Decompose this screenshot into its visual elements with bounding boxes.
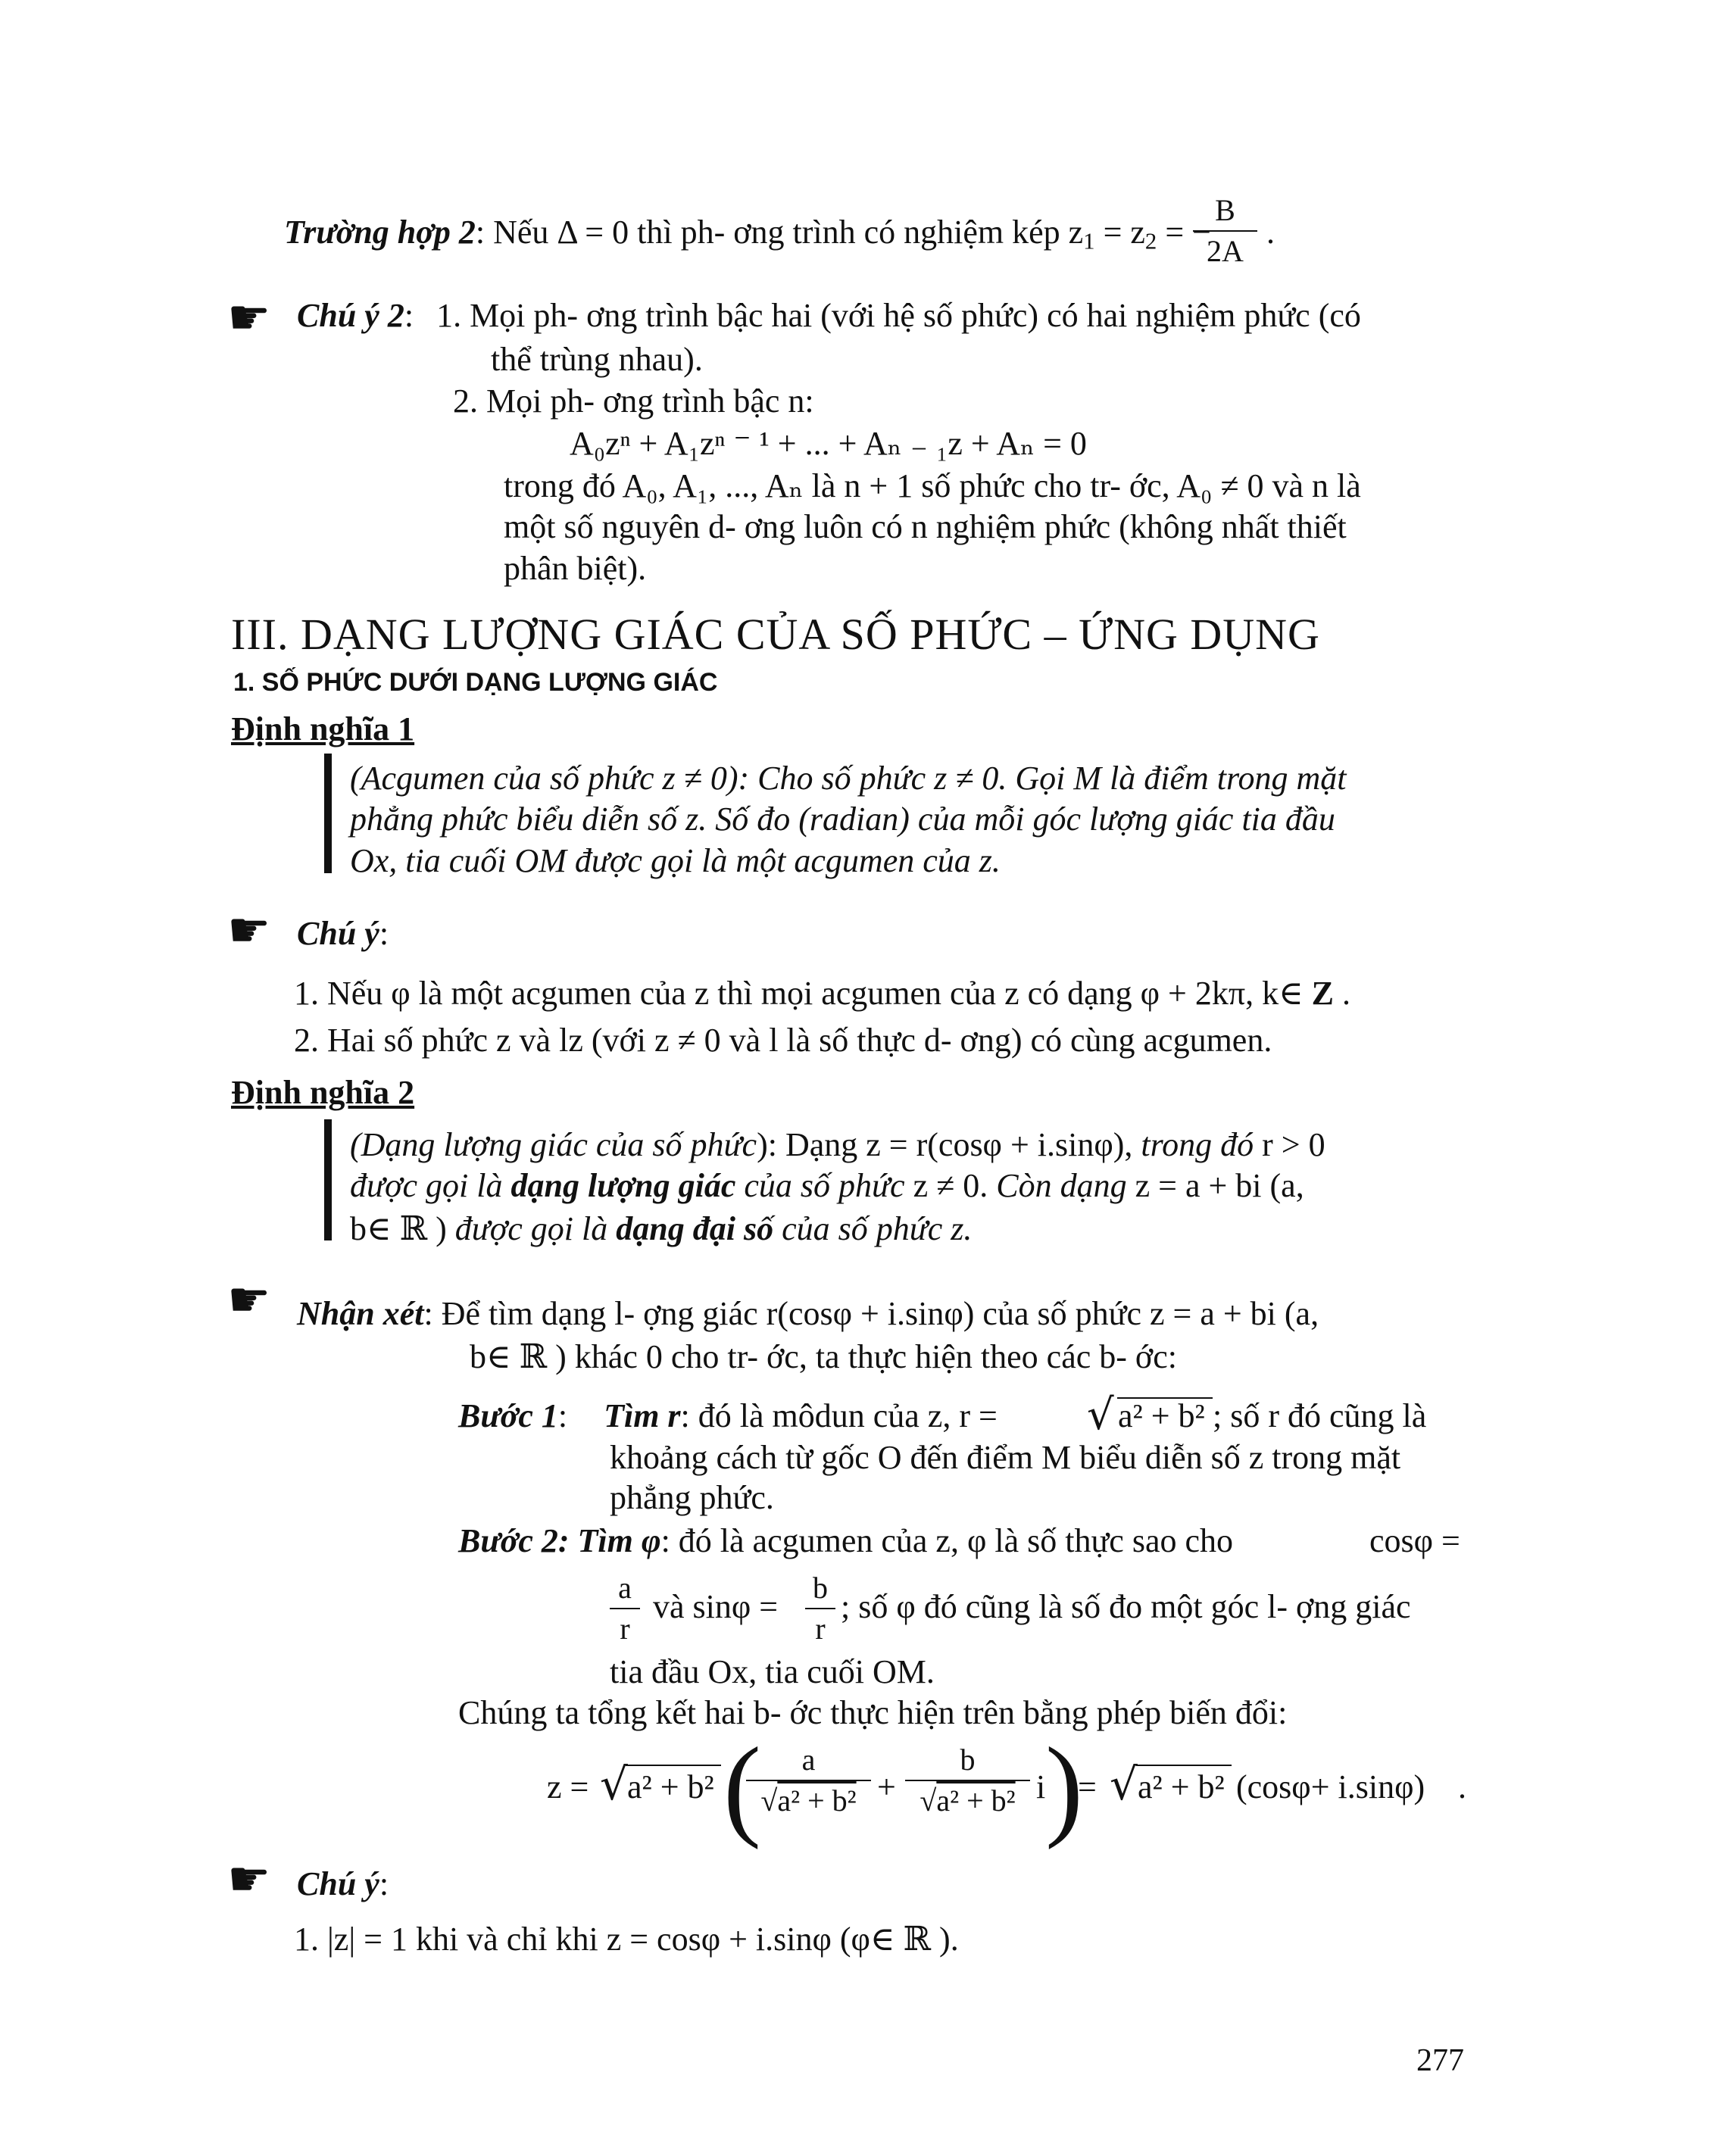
sqrt-icon: √ xyxy=(600,1758,628,1810)
fraction-a-sqrt: a √a² + b² xyxy=(746,1743,871,1818)
pointing-hand-icon: ☛ xyxy=(227,903,271,959)
case2-line: Trường hợp 2: Nếu Δ = 0 thì ph- ơng trình có nghiệm kép $z_1 = z_2$ = − xyxy=(284,214,1211,254)
close-paren: ) xyxy=(1045,1724,1083,1850)
step1-label: Bước 1 xyxy=(458,1397,558,1434)
subsection-title: 1. SỐ PHỨC DƯỚI DẠNG LƯỢNG GIÁC xyxy=(233,668,718,697)
note2-equation: A₀zⁿ + A₁zⁿ ⁻ ¹ + ... + Aₙ ₋ ₁z + Aₙ = 0 xyxy=(570,425,1087,462)
page-number: 277 xyxy=(1416,2043,1464,2078)
case2-fraction: B 2A xyxy=(1193,194,1257,268)
note2-line1: Chú ý 2: 1. Mọi ph- ơng trình bậc hai (với hệ số phức) có hai nghiệm phức (có xyxy=(297,297,1361,334)
def1-title: Định nghĩa 1 xyxy=(231,710,415,747)
note-label: Chú ý xyxy=(297,915,379,952)
def2-bar xyxy=(324,1119,332,1240)
note-a-item2: 2. Hai số phức z và lz (với z ≠ 0 và l là số thực d- ơng) có cùng acgumen. xyxy=(294,1022,1272,1059)
section-title: III. DẠNG LƯỢNG GIÁC CỦA SỐ PHỨC – ỨNG DỤNG xyxy=(231,610,1320,659)
sqrt-icon: √ xyxy=(1087,1390,1114,1440)
pointing-hand-icon: ☛ xyxy=(227,1272,271,1328)
pointing-hand-icon: ☛ xyxy=(227,290,271,346)
note-b-item1: 1. |z| = 1 khi và chỉ khi z = cosφ + i.sinφ (φ∈ ℝ ). xyxy=(294,1921,959,1958)
sqrt-icon: √ xyxy=(1110,1758,1138,1810)
remark-label: Nhận xét xyxy=(297,1295,424,1332)
note-label: Chú ý xyxy=(297,1865,379,1902)
def2-title: Định nghĩa 2 xyxy=(231,1074,415,1111)
open-paren: ( xyxy=(723,1724,761,1850)
note-a-item1: 1. Nếu φ là một acgumen của z thì mọi acgumen của z có dạng φ + 2kπ, k∈ Z . xyxy=(294,975,1351,1012)
fraction-a-r: a r xyxy=(610,1571,640,1646)
def1-bar xyxy=(324,754,332,873)
fraction-b-sqrt: b √a² + b² xyxy=(905,1743,1030,1818)
pointing-hand-icon: ☛ xyxy=(227,1852,271,1908)
case2-label: Trường hợp 2 xyxy=(284,214,476,251)
note2-label: Chú ý 2 xyxy=(297,297,404,334)
step2-label: Bước 2 xyxy=(458,1522,558,1559)
fraction-b-r: b r xyxy=(805,1571,835,1646)
